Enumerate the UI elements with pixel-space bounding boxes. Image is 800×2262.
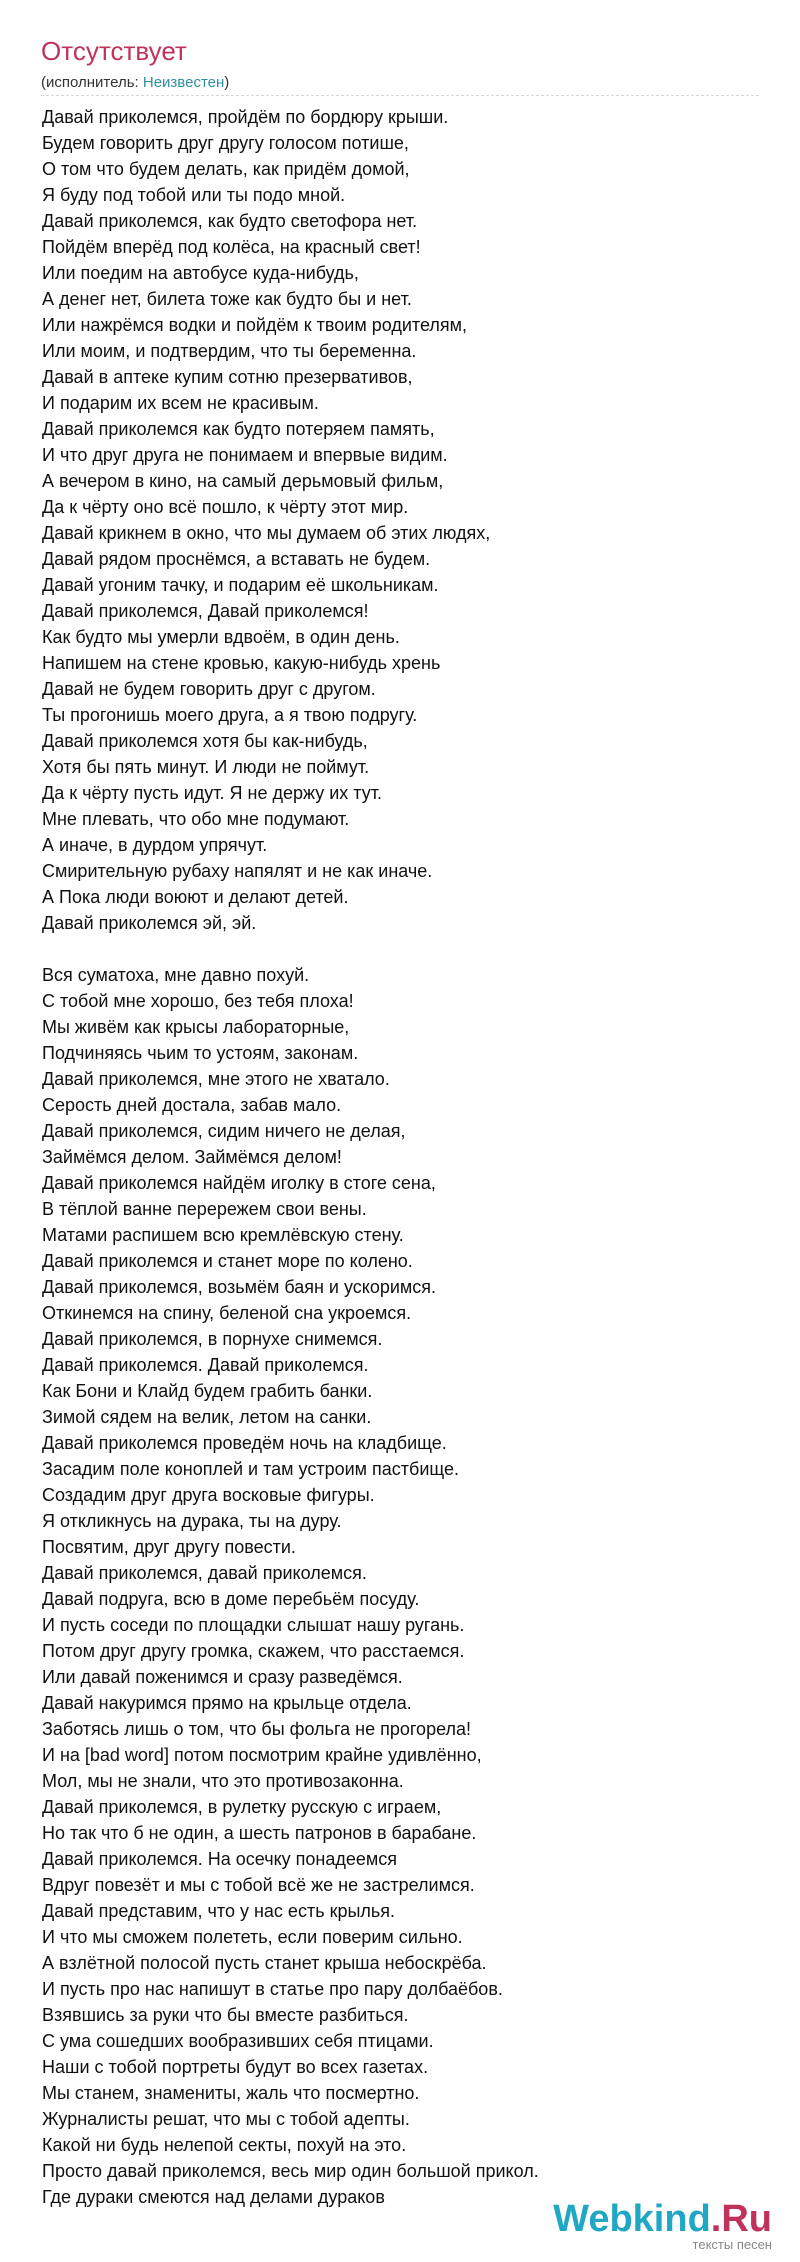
lyric-line: А иначе, в дурдом упрячут. bbox=[42, 835, 268, 855]
lyric-line: Да к чёрту оно всё пошло, к чёрту этот мир. bbox=[42, 497, 409, 517]
lyric-line: Давай не будем говорить друг с другом. bbox=[42, 679, 376, 699]
lyric-line: Вдруг повезёт и мы с тобой всё же не застрелимся. bbox=[42, 1875, 475, 1895]
lyric-line: Давай приколемся, мне этого не хватало. bbox=[42, 1069, 390, 1089]
lyric-line: Создадим друг друга восковые фигуры. bbox=[42, 1485, 375, 1505]
lyric-line: Подчиняясь чьим то устоям, законам. bbox=[42, 1043, 359, 1063]
lyric-line: Откинемся на спину, беленой сна укроемся. bbox=[42, 1303, 412, 1323]
lyric-line: Давай приколемся, возьмём баян и ускоримся. bbox=[42, 1277, 437, 1297]
logo-domain: .Ru bbox=[710, 2198, 772, 2240]
lyric-line: Давай приколемся хотя бы как-нибудь, bbox=[42, 731, 368, 751]
lyric-line: Ты прогонишь моего друга, а я твою подругу. bbox=[42, 705, 418, 725]
lyric-line: Давай приколемся, сидим ничего не делая, bbox=[42, 1121, 406, 1141]
lyric-line: Или нажрёмся водки и пойдём к твоим родителям, bbox=[42, 315, 467, 335]
lyric-line: Или моим, и подтвердим, что ты беременна. bbox=[42, 341, 417, 361]
lyric-line: Посвятим, друг другу повести. bbox=[42, 1537, 296, 1557]
lyric-line: Давай приколемся. Давай приколемся. bbox=[42, 1355, 369, 1375]
lyric-line: Давай приколемся и станет море по колено. bbox=[42, 1251, 413, 1271]
lyric-line: Давай крикнем в окно, что мы думаем об этих людях, bbox=[42, 523, 491, 543]
lyric-line: Я откликнусь на дурака, ты на дуру. bbox=[42, 1511, 342, 1531]
lyric-line: Давай приколемся, как будто светофора нет. bbox=[42, 211, 418, 231]
lyric-line: Давай подруга, всю в доме перебьём посуду. bbox=[42, 1589, 420, 1609]
lyric-line: Мол, мы не знали, что это противозаконна. bbox=[42, 1771, 404, 1791]
lyric-line: Давай приколемся, в рулетку русскую с играем, bbox=[42, 1797, 442, 1817]
song-header bbox=[41, 36, 761, 92]
lyric-line: Засадим поле коноплей и там устроим пастбище. bbox=[42, 1459, 460, 1479]
lyric-line: Просто давай приколемся, весь мир один большой прикол. bbox=[42, 2161, 539, 2181]
lyric-line: Как Бони и Клайд будем грабить банки. bbox=[42, 1381, 373, 1401]
artist-suffix: ) bbox=[224, 74, 230, 91]
lyric-line: А денег нет, билета тоже как будто бы и нет. bbox=[42, 289, 412, 309]
lyric-line: Смирительную рубаху напялят и не как иначе. bbox=[42, 861, 433, 881]
lyric-line: Давай приколемся, в порнухе снимемся. bbox=[42, 1329, 383, 1349]
lyric-line: С ума сошедших вообразивших себя птицами. bbox=[42, 2031, 434, 2051]
lyric-line: Но так что б не один, а шесть патронов в барабане. bbox=[42, 1823, 477, 1843]
lyric-line: Или давай поженимся и сразу разведёмся. bbox=[42, 1667, 403, 1687]
lyric-line: Матами распишем всю кремлёвскую стену. bbox=[42, 1225, 404, 1245]
lyric-line: А взлётной полосой пусть станет крыша небоскрёба. bbox=[42, 1953, 487, 1973]
lyric-line: И пусть соседи по площадки слышат нашу ругань. bbox=[42, 1615, 465, 1635]
lyrics-stanza bbox=[42, 104, 762, 936]
header-divider bbox=[41, 95, 759, 96]
lyric-line: Давай приколемся, Давай приколемся! bbox=[42, 601, 369, 621]
lyric-line: Пойдём вперёд под колёса, на красный свет! bbox=[42, 237, 421, 257]
lyric-line: Давай приколемся, давай приколемся. bbox=[42, 1563, 367, 1583]
lyric-line: Мы живём как крысы лабораторные, bbox=[42, 1017, 350, 1037]
lyric-line: И подарим их всем не красивым. bbox=[42, 393, 319, 413]
lyrics-body bbox=[42, 104, 762, 2210]
lyric-line: Как будто мы умерли вдвоём, в один день. bbox=[42, 627, 400, 647]
lyric-line: Да к чёрту пусть идут. Я не держу их тут. bbox=[42, 783, 382, 803]
artist-line bbox=[41, 74, 761, 92]
logo-name: Webkind bbox=[553, 2198, 711, 2240]
artist-link[interactable]: Неизвестен bbox=[142, 74, 225, 91]
lyric-line: Я буду под тобой или ты подо мной. bbox=[42, 185, 346, 205]
lyric-line: Хотя бы пять минут. И люди не поймут. bbox=[42, 757, 370, 777]
lyric-line: И что мы сможем полететь, если поверим сильно. bbox=[42, 1927, 463, 1947]
lyric-line: Будем говорить друг другу голосом потише, bbox=[42, 133, 409, 153]
lyric-line: Давай приколемся найдём иголку в стоге сена, bbox=[42, 1173, 436, 1193]
lyric-line: Займёмся делом. Займёмся делом! bbox=[42, 1147, 342, 1167]
lyric-line: Где дураки смеются над делами дураков bbox=[42, 2187, 385, 2207]
lyrics-stanza bbox=[42, 962, 762, 2210]
lyric-line: И что друг друга не понимаем и впервые видим. bbox=[42, 445, 448, 465]
lyric-line: Давай угоним тачку, и подарим её школьникам. bbox=[42, 575, 439, 595]
lyric-line: Мне плевать, что обо мне подумают. bbox=[42, 809, 350, 829]
lyric-line: Давай приколемся как будто потеряем память, bbox=[42, 419, 435, 439]
song-title: Отсутствует bbox=[41, 36, 187, 66]
site-logo[interactable] bbox=[553, 2199, 772, 2252]
lyric-line: Зимой сядем на велик, летом на санки. bbox=[42, 1407, 372, 1427]
lyric-line: Давай представим, что у нас есть крылья. bbox=[42, 1901, 396, 1921]
lyric-line: Наши с тобой портреты будут во всех газетах. bbox=[42, 2057, 429, 2077]
logo-wordmark bbox=[553, 2199, 772, 2239]
lyric-line: Давай накуримся прямо на крыльце отдела. bbox=[42, 1693, 412, 1713]
lyric-line: А вечером в кино, на самый дерьмовый фильм, bbox=[42, 471, 444, 491]
lyric-line: Серость дней достала, забав мало. bbox=[42, 1095, 342, 1115]
lyric-line: Вся суматоха, мне давно похуй. bbox=[42, 965, 310, 985]
lyric-line: Давай в аптеке купим сотню презервативов, bbox=[42, 367, 413, 387]
lyric-line: Журналисты решат, что мы с тобой адепты. bbox=[42, 2109, 410, 2129]
lyric-line: В тёплой ванне перережем свои вены. bbox=[42, 1199, 367, 1219]
lyric-line: Какой ни будь нелепой секты, похуй на это. bbox=[42, 2135, 407, 2155]
lyric-line: О том что будем делать, как придём домой, bbox=[42, 159, 410, 179]
lyric-line: С тобой мне хорошо, без тебя плоха! bbox=[42, 991, 354, 1011]
lyric-line: Заботясь лишь о том, что бы фольга не прогорела! bbox=[42, 1719, 472, 1739]
lyric-line: Взявшись за руки что бы вместе разбиться. bbox=[42, 2005, 409, 2025]
lyric-line: Или поедим на автобусе куда-нибудь, bbox=[42, 263, 359, 283]
lyric-line: Потом друг другу громка, скажем, что расстаемся. bbox=[42, 1641, 465, 1661]
lyric-line: Давай приколемся проведём ночь на кладбище. bbox=[42, 1433, 447, 1453]
lyric-line: Напишем на стене кровью, какую-нибудь хрень bbox=[42, 653, 441, 673]
lyric-line: Давай приколемся эй, эй. bbox=[42, 913, 257, 933]
lyric-line: Давай приколемся, пройдём по бордюру крыши. bbox=[42, 107, 449, 127]
lyric-line: И на [bad word] потом посмотрим крайне удивлённо, bbox=[42, 1745, 482, 1765]
lyric-line: А Пока люди воюют и делают детей. bbox=[42, 887, 349, 907]
lyric-line: Давай рядом проснёмся, а вставать не будем. bbox=[42, 549, 431, 569]
artist-prefix: (исполнитель: bbox=[41, 74, 143, 91]
lyric-line: Мы станем, знамениты, жаль что посмертно. bbox=[42, 2083, 420, 2103]
lyric-line: Давай приколемся. На осечку понадеемся bbox=[42, 1849, 398, 1869]
lyric-line: И пусть про нас напишут в статье про пару долбаёбов. bbox=[42, 1979, 503, 1999]
logo-tagline: тексты песен bbox=[692, 2237, 772, 2252]
